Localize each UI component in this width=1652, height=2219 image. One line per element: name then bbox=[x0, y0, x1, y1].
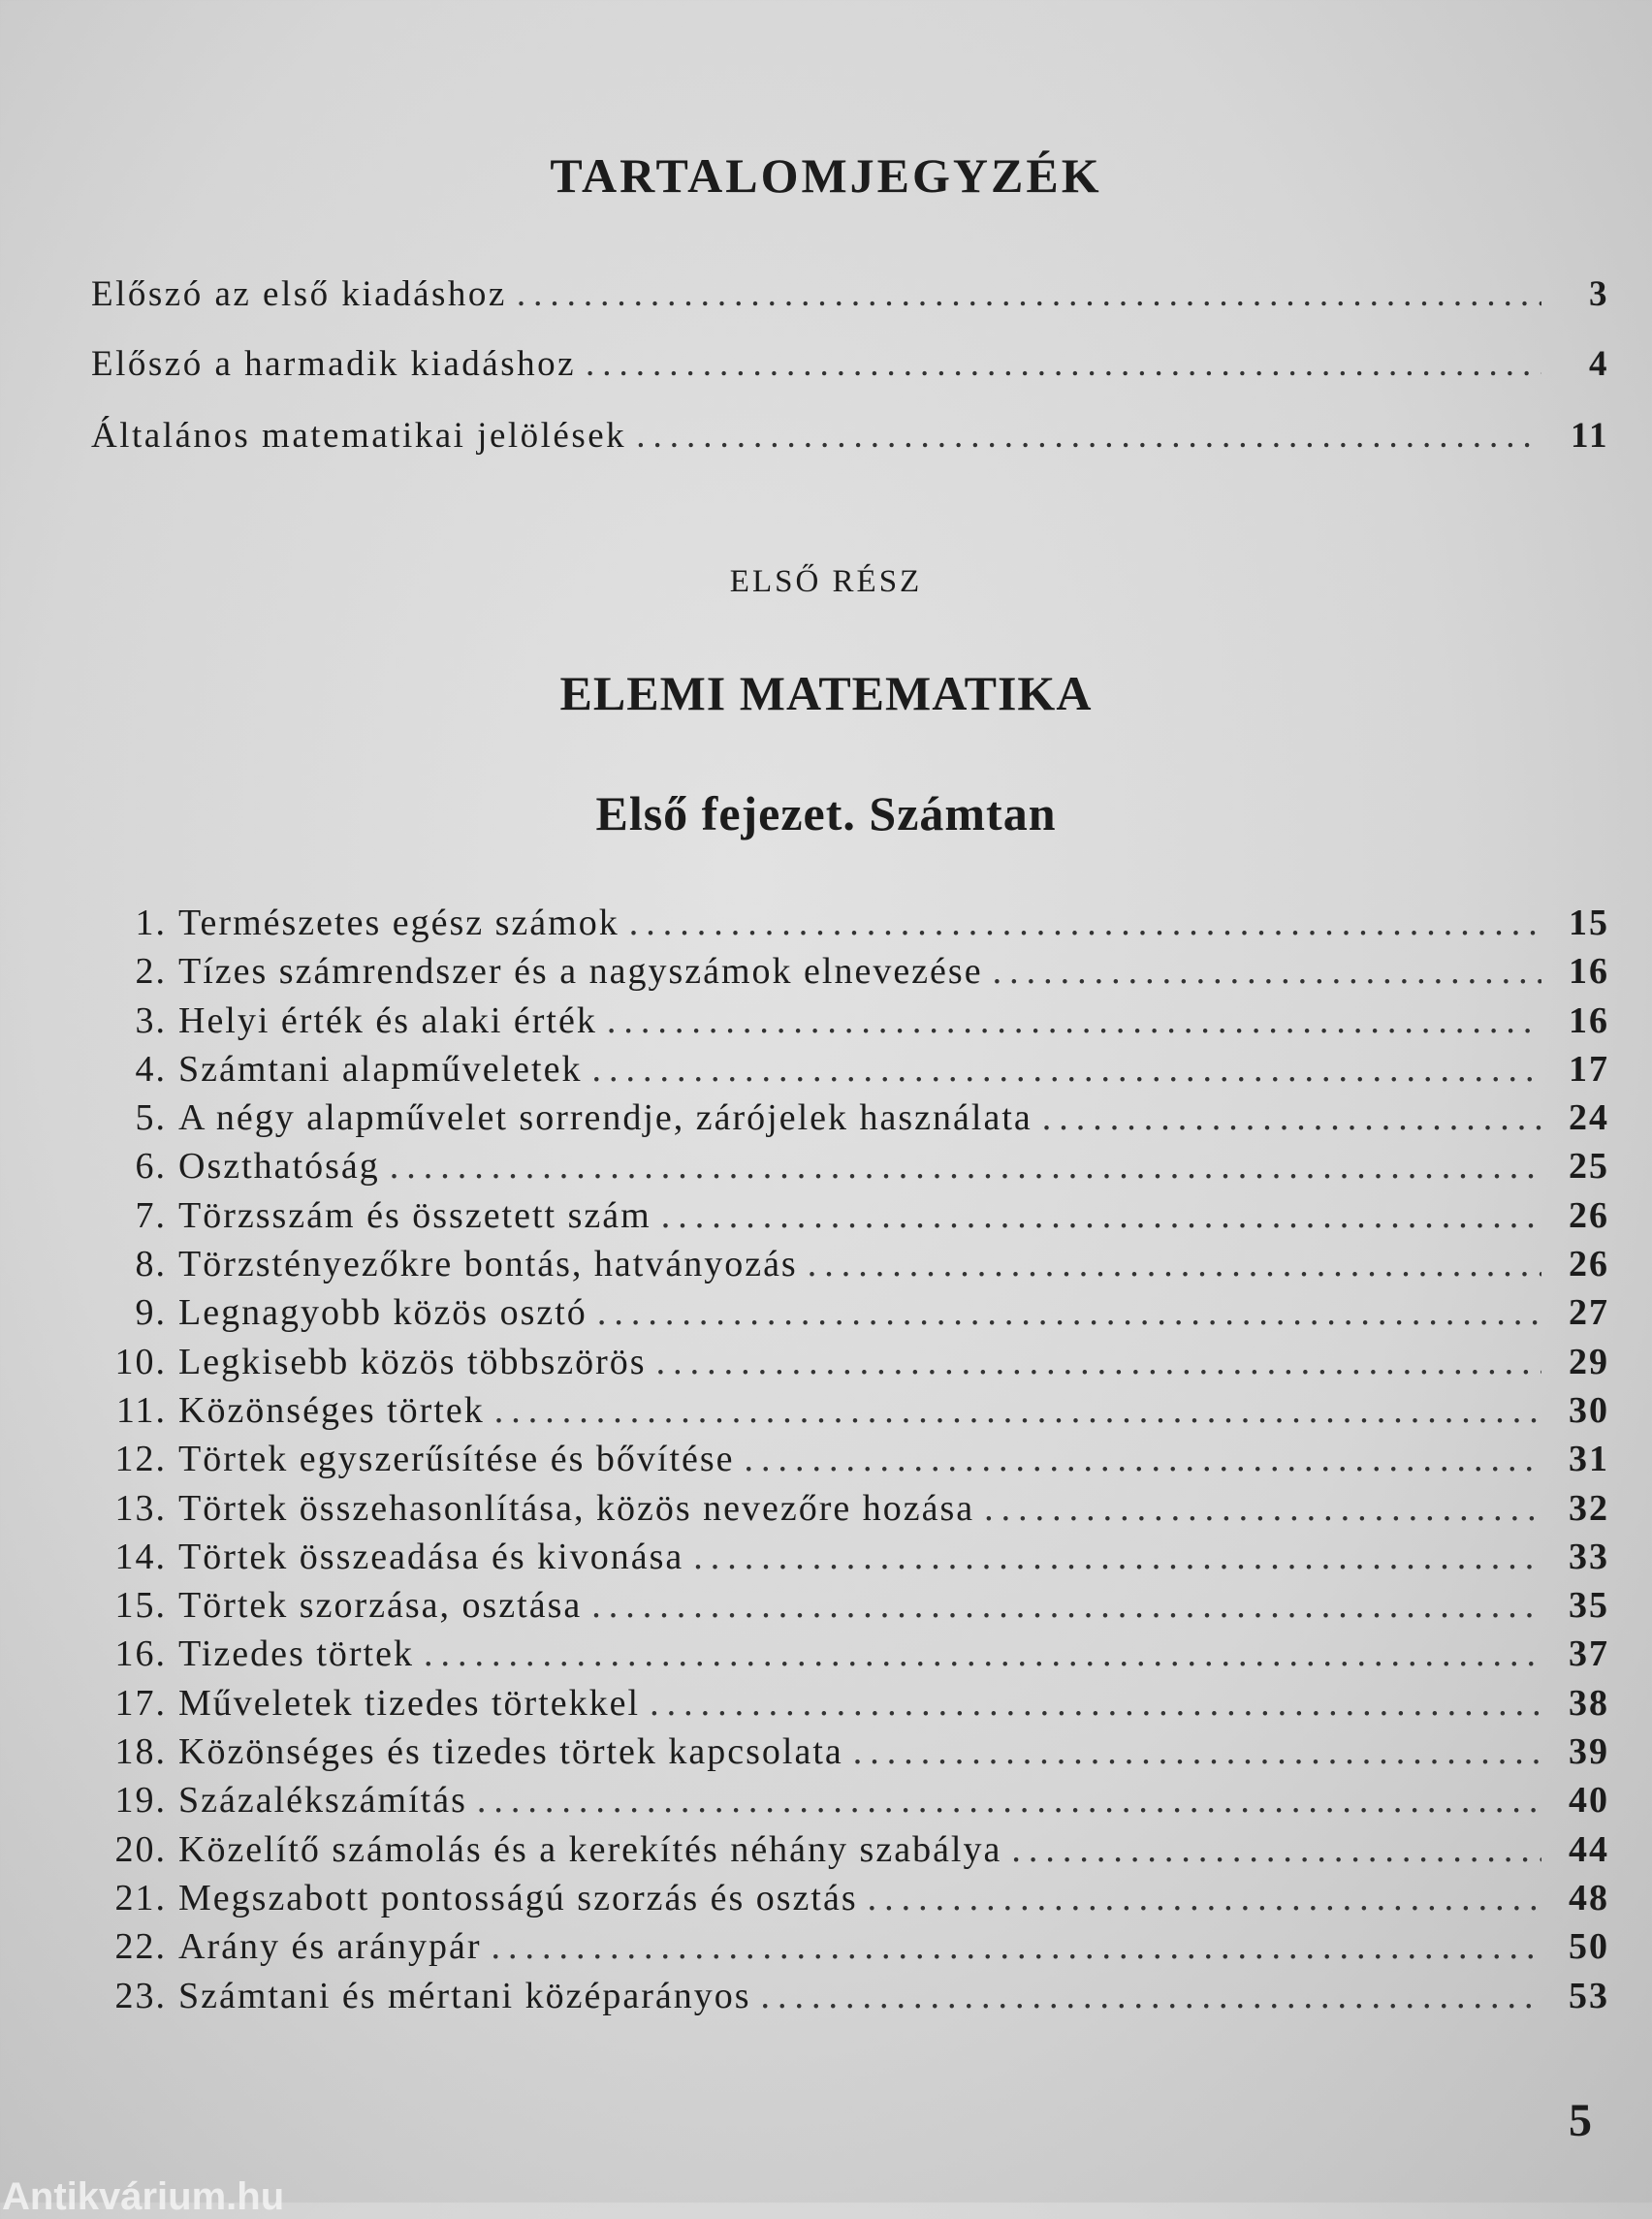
entry-number: 23. bbox=[114, 1975, 167, 2016]
entry-title: Általános matematikai jelölések bbox=[91, 416, 627, 456]
entry-number: 11. bbox=[115, 1389, 167, 1431]
entry-title: Közönséges és tizedes törtek kapcsolata bbox=[178, 1731, 843, 1773]
entry-title: Törtek összehasonlítása, közös nevezőre hozása bbox=[178, 1487, 975, 1529]
toc-entry bbox=[78, 1243, 1609, 1291]
toc-entry bbox=[78, 1145, 1609, 1193]
chapter-toc-list bbox=[78, 902, 1609, 2023]
dot-leader bbox=[761, 1975, 1541, 2017]
entry-page: 26 bbox=[1569, 1194, 1609, 1236]
entry-number: 16. bbox=[114, 1633, 167, 1675]
toc-entry bbox=[78, 1194, 1609, 1243]
dot-leader bbox=[853, 1730, 1541, 1773]
toc-front-entry bbox=[91, 273, 1609, 343]
dot-leader bbox=[868, 1877, 1541, 1919]
toc-front-entry bbox=[91, 343, 1609, 415]
entry-page: 4 bbox=[1589, 344, 1609, 384]
dot-leader bbox=[607, 999, 1541, 1042]
entry-title: Legkisebb közös többszörös bbox=[178, 1341, 647, 1382]
entry-number: 10. bbox=[114, 1341, 167, 1382]
entry-page: 17 bbox=[1569, 1048, 1609, 1090]
entry-title: Törzstényezőkre bontás, hatványozás bbox=[178, 1244, 798, 1285]
entry-title: Törtek szorzása, osztása bbox=[178, 1585, 583, 1627]
toc-entry bbox=[78, 1682, 1609, 1730]
entry-number: 5. bbox=[135, 1097, 167, 1139]
entry-title: Előszó az első kiadáshoz bbox=[91, 274, 507, 314]
toc-entry bbox=[78, 1925, 1609, 1974]
dot-leader bbox=[993, 950, 1541, 993]
dot-leader bbox=[492, 1925, 1541, 1968]
dot-leader bbox=[424, 1633, 1541, 1675]
entry-page: 11 bbox=[1571, 416, 1609, 456]
dot-leader bbox=[629, 902, 1541, 944]
toc-entry bbox=[78, 1633, 1609, 1681]
entry-number: 6. bbox=[135, 1146, 167, 1188]
toc-entry bbox=[78, 1877, 1609, 1925]
toc-entry bbox=[78, 1584, 1609, 1633]
entry-title: Számtani és mértani középarányos bbox=[178, 1975, 751, 2016]
part-title: ELEMI MATEMATIKA bbox=[559, 666, 1093, 720]
entry-title: Százalékszámítás bbox=[178, 1780, 467, 1822]
entry-title: Törtek összeadása és kivonása bbox=[178, 1536, 684, 1577]
toc-entry bbox=[78, 1389, 1609, 1438]
entry-number: 17. bbox=[114, 1682, 167, 1724]
dot-leader bbox=[591, 1048, 1541, 1091]
entry-title: Megszabott pontosságú szorzás és osztás bbox=[178, 1877, 858, 1918]
toc-entry bbox=[78, 1048, 1609, 1096]
entry-number: 14. bbox=[114, 1536, 167, 1577]
dot-leader bbox=[661, 1194, 1541, 1237]
entry-page: 44 bbox=[1569, 1828, 1609, 1870]
dot-leader bbox=[650, 1682, 1541, 1725]
entry-title: Arány és aránypár bbox=[178, 1926, 482, 1968]
dot-leader bbox=[1011, 1828, 1541, 1871]
entry-page: 35 bbox=[1569, 1585, 1609, 1627]
dot-leader bbox=[494, 1389, 1541, 1432]
entry-title: Tizedes törtek bbox=[178, 1633, 414, 1675]
toc-entry bbox=[78, 999, 1609, 1048]
entry-page: 27 bbox=[1569, 1292, 1609, 1334]
entry-page: 16 bbox=[1569, 999, 1609, 1041]
entry-number: 19. bbox=[114, 1780, 167, 1822]
dot-leader bbox=[477, 1779, 1541, 1822]
entry-title: Közönséges törtek bbox=[178, 1389, 485, 1431]
entry-page: 32 bbox=[1569, 1487, 1609, 1529]
entry-page: 25 bbox=[1569, 1146, 1609, 1188]
watermark: Antikvárium.hu bbox=[2, 2175, 285, 2218]
entry-number: 3. bbox=[135, 999, 167, 1041]
dot-leader bbox=[636, 415, 1541, 457]
toc-entry bbox=[78, 1438, 1609, 1486]
entry-number: 4. bbox=[135, 1048, 167, 1090]
toc-entry bbox=[78, 1341, 1609, 1389]
dot-leader bbox=[808, 1243, 1541, 1285]
entry-title: A négy alapművelet sorrendje, zárójelek használata bbox=[178, 1097, 1032, 1139]
entry-page: 38 bbox=[1569, 1682, 1609, 1724]
dot-leader bbox=[984, 1487, 1541, 1530]
entry-page: 39 bbox=[1569, 1731, 1609, 1773]
page-title: TARTALOMJEGYZÉK bbox=[550, 148, 1102, 203]
entry-title: Előszó a harmadik kiadáshoz bbox=[91, 344, 577, 384]
dot-leader bbox=[745, 1438, 1541, 1480]
toc-entry bbox=[78, 1828, 1609, 1877]
toc-entry bbox=[78, 1730, 1609, 1779]
entry-title: Legnagyobb közös osztó bbox=[178, 1292, 588, 1334]
toc-entry bbox=[78, 1779, 1609, 1827]
entry-number: 9. bbox=[135, 1292, 167, 1334]
toc-entry bbox=[78, 902, 1609, 950]
entry-page: 24 bbox=[1569, 1097, 1609, 1139]
toc-entry bbox=[78, 1487, 1609, 1536]
dot-leader bbox=[586, 343, 1541, 385]
entry-page: 37 bbox=[1569, 1633, 1609, 1675]
entry-number: 1. bbox=[135, 903, 167, 943]
entry-number: 8. bbox=[135, 1244, 167, 1285]
toc-entry bbox=[78, 1096, 1609, 1145]
toc-entry bbox=[78, 950, 1609, 999]
entry-page: 3 bbox=[1589, 274, 1609, 314]
toc-entry bbox=[78, 1536, 1609, 1584]
toc-entry bbox=[78, 1291, 1609, 1340]
entry-number: 12. bbox=[114, 1439, 167, 1480]
entry-page: 15 bbox=[1569, 903, 1609, 943]
toc-entry bbox=[78, 1975, 1609, 2023]
entry-page: 30 bbox=[1569, 1389, 1609, 1431]
dot-leader bbox=[517, 273, 1541, 315]
entry-page: 16 bbox=[1569, 951, 1609, 993]
dot-leader bbox=[693, 1536, 1541, 1578]
entry-number: 7. bbox=[135, 1194, 167, 1236]
entry-title: Törzsszám és összetett szám bbox=[178, 1194, 651, 1236]
dot-leader bbox=[656, 1341, 1541, 1383]
entry-page: 48 bbox=[1569, 1877, 1609, 1918]
dot-leader bbox=[390, 1145, 1541, 1188]
entry-number: 15. bbox=[114, 1585, 167, 1627]
entry-number: 18. bbox=[114, 1731, 167, 1773]
toc-front-entry bbox=[91, 415, 1609, 487]
dot-leader bbox=[1042, 1096, 1541, 1139]
part-label: ELSŐ RÉSZ bbox=[729, 564, 923, 599]
entry-title: Oszthatóság bbox=[178, 1146, 380, 1188]
entry-page: 53 bbox=[1569, 1975, 1609, 2016]
entry-title: Természetes egész számok bbox=[178, 903, 620, 943]
entry-title: Helyi érték és alaki érték bbox=[178, 999, 597, 1041]
entry-title: Tízes számrendszer és a nagyszámok elnevezése bbox=[178, 951, 983, 993]
entry-page: 40 bbox=[1569, 1780, 1609, 1822]
entry-number: 22. bbox=[114, 1926, 167, 1968]
entry-number: 21. bbox=[114, 1877, 167, 1918]
dot-leader bbox=[591, 1584, 1541, 1627]
chapter-title: Első fejezet. Számtan bbox=[595, 786, 1057, 840]
dot-leader bbox=[597, 1291, 1541, 1334]
entry-title: Műveletek tizedes törtekkel bbox=[178, 1682, 641, 1724]
page-number: 5 bbox=[1569, 2095, 1592, 2146]
entry-page: 29 bbox=[1569, 1341, 1609, 1382]
entry-page: 26 bbox=[1569, 1244, 1609, 1285]
front-matter-list bbox=[91, 273, 1609, 487]
entry-page: 33 bbox=[1569, 1536, 1609, 1577]
entry-title: Közelítő számolás és a kerekítés néhány szabálya bbox=[178, 1828, 1002, 1870]
entry-title: Törtek egyszerűsítése és bővítése bbox=[178, 1439, 735, 1480]
entry-number: 20. bbox=[114, 1828, 167, 1870]
entry-number: 13. bbox=[114, 1487, 167, 1529]
entry-page: 31 bbox=[1569, 1439, 1609, 1480]
entry-page: 50 bbox=[1569, 1926, 1609, 1968]
entry-title: Számtani alapműveletek bbox=[178, 1048, 583, 1090]
entry-number: 2. bbox=[135, 951, 167, 993]
